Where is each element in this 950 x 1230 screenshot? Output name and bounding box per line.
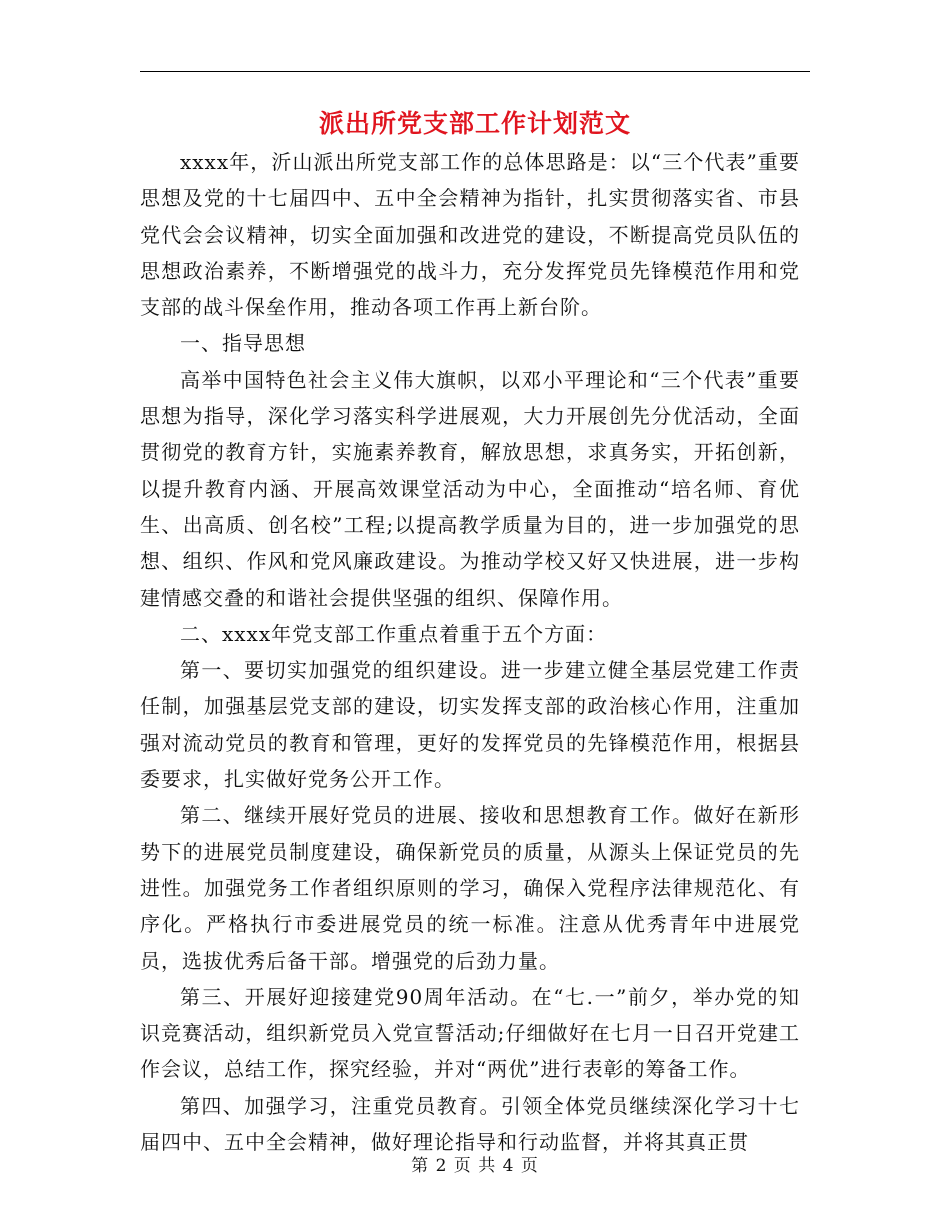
paragraph-point-one: 第一、要切实加强党的组织建设。进一步建立健全基层党建工作责任制，加强基层党支部的建设，切实发挥支部的政治核心作用，注重加强对流动党员的教育和管理，更好的发挥党员的先锋模范作用，根据县委要求，扎实做好党务公开工作。 xyxy=(140,658,800,792)
paragraph-point-four: 第四、加强学习，注重党员教育。引领全体党员继续深化学习十七届四中、五中全会精神，做好理论指导和行动监督，并将其真正贯 xyxy=(140,1093,800,1155)
header-rule xyxy=(140,71,810,72)
paragraph-intro: xxxx年，沂山派出所党支部工作的总体思路是：以“三个代表”重要思想及党的十七届四中、五中全会精神为指针，扎实贯彻落实省、市县党代会会议精神，切实全面加强和改进党的建设，不断提高党员队伍的思想政治素养，不断增强党的战斗力，充分发挥党员先锋模范作用和党支部的战斗保垒作用，推动各项工作再上新台阶。 xyxy=(140,150,800,320)
footer-prefix: 第 xyxy=(411,1156,430,1176)
footer-current-page: 2 xyxy=(435,1156,448,1176)
paragraph-point-three: 第三、开展好迎接建党90周年活动。在“七.一”前夕，举办党的知识竞赛活动，组织新党员入党宣誓活动;仔细做好在七月一日召开党建工作会议，总结工作，探究经验，并对“两优”进行表彰的筹备工作。 xyxy=(140,984,800,1082)
document-body xyxy=(140,144,800,1160)
paragraph-point-two: 第二、继续开展好党员的进展、接收和思想教育工作。做好在新形势下的进展党员制度建设，确保新党员的质量，从源头上保证党员的先进性。加强党务工作者组织原则的学习，确保入党程序法律规范化、有序化。严格执行市委进展党员的统一标准。注意从优秀青年中进展党员，选拔优秀后备干部。增强党的后劲力量。 xyxy=(140,803,800,973)
document-title: 派出所党支部工作计划范文 xyxy=(318,109,631,138)
paragraph-guiding-thought: 高举中国特色社会主义伟大旗帜，以邓小平理论和“三个代表”重要思想为指导，深化学习落实科学进展观，大力开展创先分优活动，全面贯彻党的教育方针，实施素养教育，解放思想，求真务实，开拓创新，以提升教育内涵、开展高效课堂活动为中心，全面推动“培名师、育优生、出高质、创名校”工程;以提高教学质量为目的，进一步加强党的思想、组织、作风和党风廉政建设。为推动学校又好又快进展，进一步构建情感交叠的和谐社会提供坚强的组织、保障作用。 xyxy=(140,367,800,610)
footer-total-pages: 4 xyxy=(502,1156,515,1176)
footer-middle: 页 共 xyxy=(453,1156,497,1176)
footer-suffix: 页 xyxy=(520,1156,539,1176)
page-footer xyxy=(140,1154,810,1178)
section-heading-key-work: 二、xxxx年党支部工作重点着重于五个方面： xyxy=(180,621,608,646)
section-heading-guiding-thought: 一、指导思想 xyxy=(180,331,306,356)
